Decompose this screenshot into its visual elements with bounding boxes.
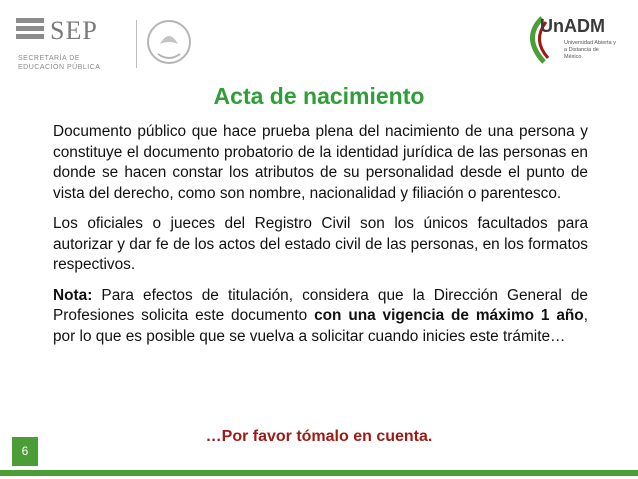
validity-highlight: con una vigencia de máximo 1 año: [314, 307, 584, 324]
logo-divider: [136, 20, 137, 68]
page-number-badge: 6: [12, 437, 38, 466]
unadm-logo: [520, 14, 618, 66]
unadm-subtitle: Universidad Abierta y a Distancia de México: [564, 40, 616, 60]
slide-body: [53, 122, 588, 357]
paragraph-definition: Documento público que hace prueba plena del nacimiento de una persona y constituye el documento probatorio de la identidad jurídica de las personas en donde se hacen constar los atributos de su personalidad desde el punto de vista del derecho, como son nombre, nacionalidad y filiación o parentesco.: [53, 123, 588, 202]
slide-title: Acta de nacimiento: [213, 83, 425, 109]
mexico-coat-of-arms-icon: [144, 14, 194, 74]
footer-bar: [0, 468, 638, 479]
sep-logo: [16, 12, 186, 82]
paragraph-note: Nota: Para efectos de titulación, considera que la Dirección General de Profesiones solicita este documento con una vigencia de máximo 1 año, por lo que es posible que se vuelva a solicitar cuando inicies este trámite…: [53, 286, 588, 345]
paragraph-officials: Los oficiales o jueces del Registro Civil son los únicos facultados para autorizar y dar fe de los actos del estado civil de las personas, en los formatos respectivos.: [53, 215, 588, 273]
sep-bars-icon: [16, 18, 44, 42]
sep-name: SEP: [50, 16, 98, 45]
closing-reminder: …Por favor tómalo en cuenta.: [205, 428, 433, 445]
unadm-name: UnADM: [540, 16, 605, 36]
sep-subtitle: SECRETARÍA DE EDUCACIÓN PÚBLICA: [18, 55, 101, 71]
note-label: Nota:: [53, 286, 93, 304]
